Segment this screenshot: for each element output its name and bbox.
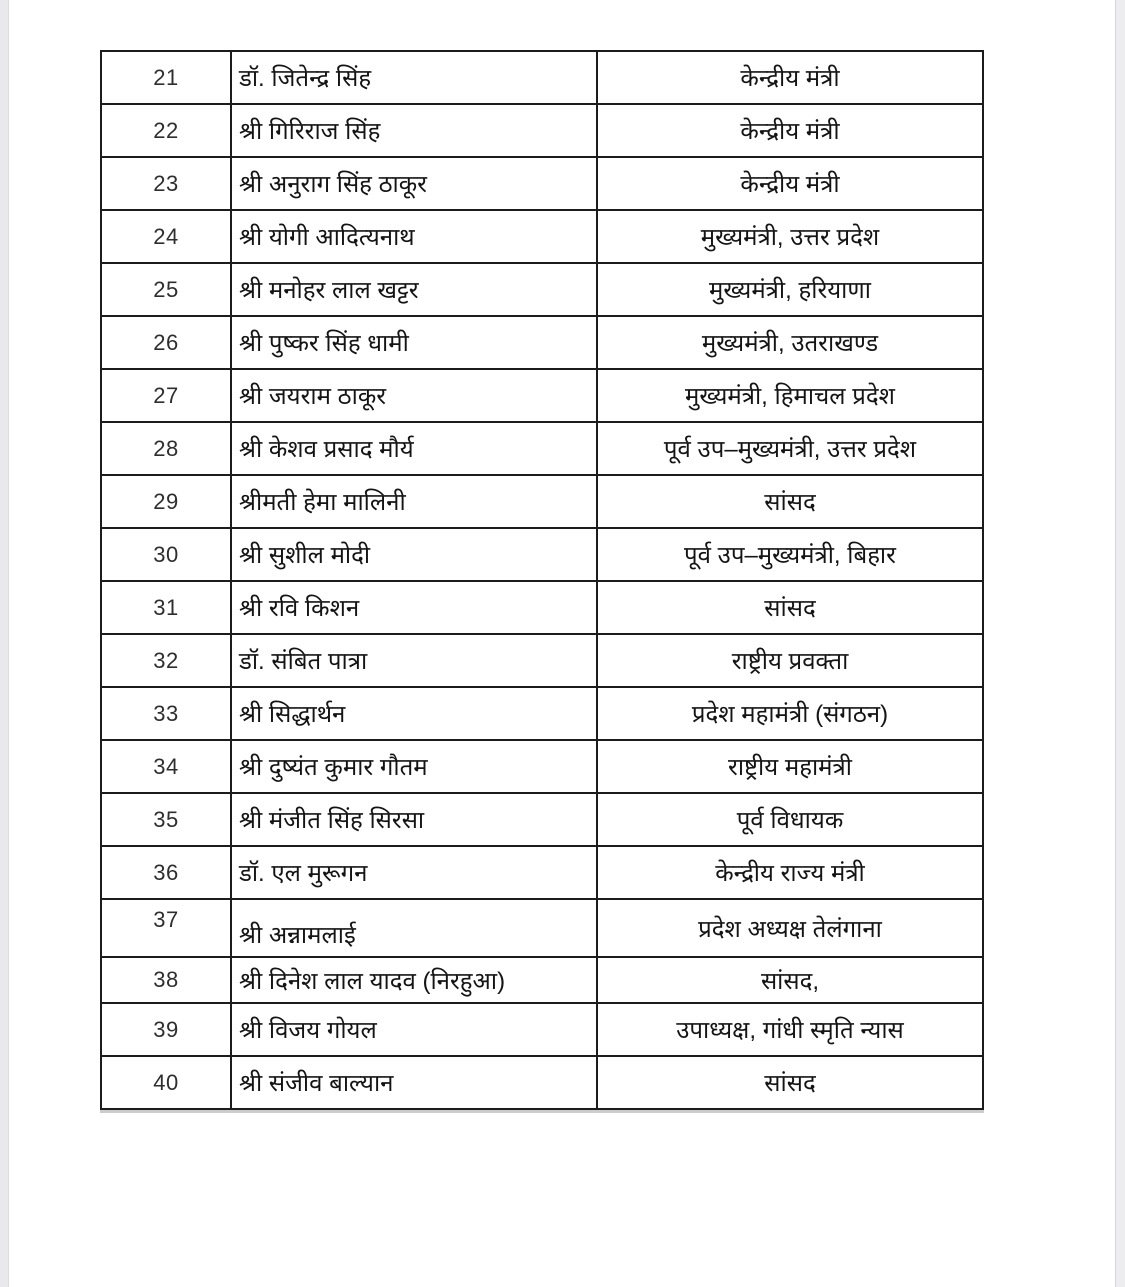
member-name-cell: श्री मंजीत सिंह सिरसा xyxy=(231,793,597,846)
member-name-cell: श्री गिरिराज सिंह xyxy=(231,104,597,157)
position-cell: पूर्व उप–मुख्यमंत्री, उत्तर प्रदेश xyxy=(597,422,983,475)
serial-number-cell: 35 xyxy=(101,793,231,846)
serial-number-cell: 22 xyxy=(101,104,231,157)
table-row xyxy=(101,210,983,263)
serial-number-cell: 33 xyxy=(101,687,231,740)
table-row xyxy=(101,422,983,475)
position-cell: पूर्व विधायक xyxy=(597,793,983,846)
table-row xyxy=(101,157,983,210)
table-row xyxy=(101,957,983,1003)
member-name-cell: श्री दुष्यंत कुमार गौतम xyxy=(231,740,597,793)
position-cell: मुख्यमंत्री, उत्तर प्रदेश xyxy=(597,210,983,263)
serial-number-cell: 28 xyxy=(101,422,231,475)
position-cell: केन्द्रीय राज्य मंत्री xyxy=(597,846,983,899)
position-cell: केन्द्रीय मंत्री xyxy=(597,157,983,210)
serial-number-cell: 21 xyxy=(101,51,231,104)
serial-number-cell: 39 xyxy=(101,1003,231,1056)
position-cell: राष्ट्रीय महामंत्री xyxy=(597,740,983,793)
table-row xyxy=(101,475,983,528)
member-name-cell: श्री सिद्धार्थन xyxy=(231,687,597,740)
member-name-cell: श्री संजीव बाल्यान xyxy=(231,1056,597,1109)
members-table-body xyxy=(101,51,983,1109)
position-cell: सांसद xyxy=(597,1056,983,1109)
member-name-cell: श्री सुशील मोदी xyxy=(231,528,597,581)
member-name-cell: श्री विजय गोयल xyxy=(231,1003,597,1056)
member-name-cell: श्री मनोहर लाल खट्टर xyxy=(231,263,597,316)
position-cell: केन्द्रीय मंत्री xyxy=(597,51,983,104)
position-cell: पूर्व उप–मुख्यमंत्री, बिहार xyxy=(597,528,983,581)
position-cell: सांसद xyxy=(597,475,983,528)
table-row xyxy=(101,369,983,422)
serial-number-cell: 30 xyxy=(101,528,231,581)
page-left-edge xyxy=(0,0,9,1287)
member-name-cell: श्री जयराम ठाकूर xyxy=(231,369,597,422)
members-table xyxy=(100,50,984,1110)
serial-number-cell: 32 xyxy=(101,634,231,687)
table-row xyxy=(101,687,983,740)
member-name-cell: डॉ. एल मुरूगन xyxy=(231,846,597,899)
position-cell: मुख्यमंत्री, उतराखण्ड xyxy=(597,316,983,369)
position-cell: प्रदेश अध्यक्ष तेलंगाना xyxy=(597,899,983,957)
member-name-cell: श्री पुष्कर सिंह धामी xyxy=(231,316,597,369)
member-name-cell: डॉ. संबित पात्रा xyxy=(231,634,597,687)
position-cell: सांसद xyxy=(597,581,983,634)
position-cell: केन्द्रीय मंत्री xyxy=(597,104,983,157)
serial-number-cell: 36 xyxy=(101,846,231,899)
member-name-cell: श्री केशव प्रसाद मौर्य xyxy=(231,422,597,475)
serial-number-cell: 24 xyxy=(101,210,231,263)
position-cell: सांसद, xyxy=(597,957,983,1003)
serial-number-cell: 26 xyxy=(101,316,231,369)
position-cell: उपाध्यक्ष, गांधी स्मृति न्यास xyxy=(597,1003,983,1056)
serial-number-cell: 37 xyxy=(101,899,231,957)
position-cell: राष्ट्रीय प्रवक्ता xyxy=(597,634,983,687)
position-cell: प्रदेश महामंत्री (संगठन) xyxy=(597,687,983,740)
serial-number-cell: 38 xyxy=(101,957,231,1003)
serial-number-cell: 40 xyxy=(101,1056,231,1109)
table-row xyxy=(101,1003,983,1056)
member-name-cell: डॉ. जितेन्द्र सिंह xyxy=(231,51,597,104)
table-row xyxy=(101,316,983,369)
table-row xyxy=(101,846,983,899)
member-name-cell: श्री दिनेश लाल यादव (निरहुआ) xyxy=(231,957,597,1003)
table-row xyxy=(101,634,983,687)
serial-number-cell: 31 xyxy=(101,581,231,634)
table-row xyxy=(101,899,983,957)
table-row xyxy=(101,528,983,581)
table-row xyxy=(101,793,983,846)
table-row xyxy=(101,1056,983,1109)
serial-number-cell: 34 xyxy=(101,740,231,793)
serial-number-cell: 23 xyxy=(101,157,231,210)
member-name-cell: श्री अनुराग सिंह ठाकूर xyxy=(231,157,597,210)
serial-number-cell: 27 xyxy=(101,369,231,422)
table-row xyxy=(101,581,983,634)
serial-number-cell: 29 xyxy=(101,475,231,528)
serial-number-cell: 25 xyxy=(101,263,231,316)
page-right-edge xyxy=(1115,0,1125,1287)
table-row xyxy=(101,263,983,316)
member-name-cell: श्री रवि किशन xyxy=(231,581,597,634)
position-cell: मुख्यमंत्री, हिमाचल प्रदेश xyxy=(597,369,983,422)
member-name-cell: श्री अन्नामलाई xyxy=(231,899,597,957)
table-row xyxy=(101,51,983,104)
position-cell: मुख्यमंत्री, हरियाणा xyxy=(597,263,983,316)
member-name-cell: श्री योगी आदित्यनाथ xyxy=(231,210,597,263)
table-row xyxy=(101,740,983,793)
table-row xyxy=(101,104,983,157)
member-name-cell: श्रीमती हेमा मालिनी xyxy=(231,475,597,528)
